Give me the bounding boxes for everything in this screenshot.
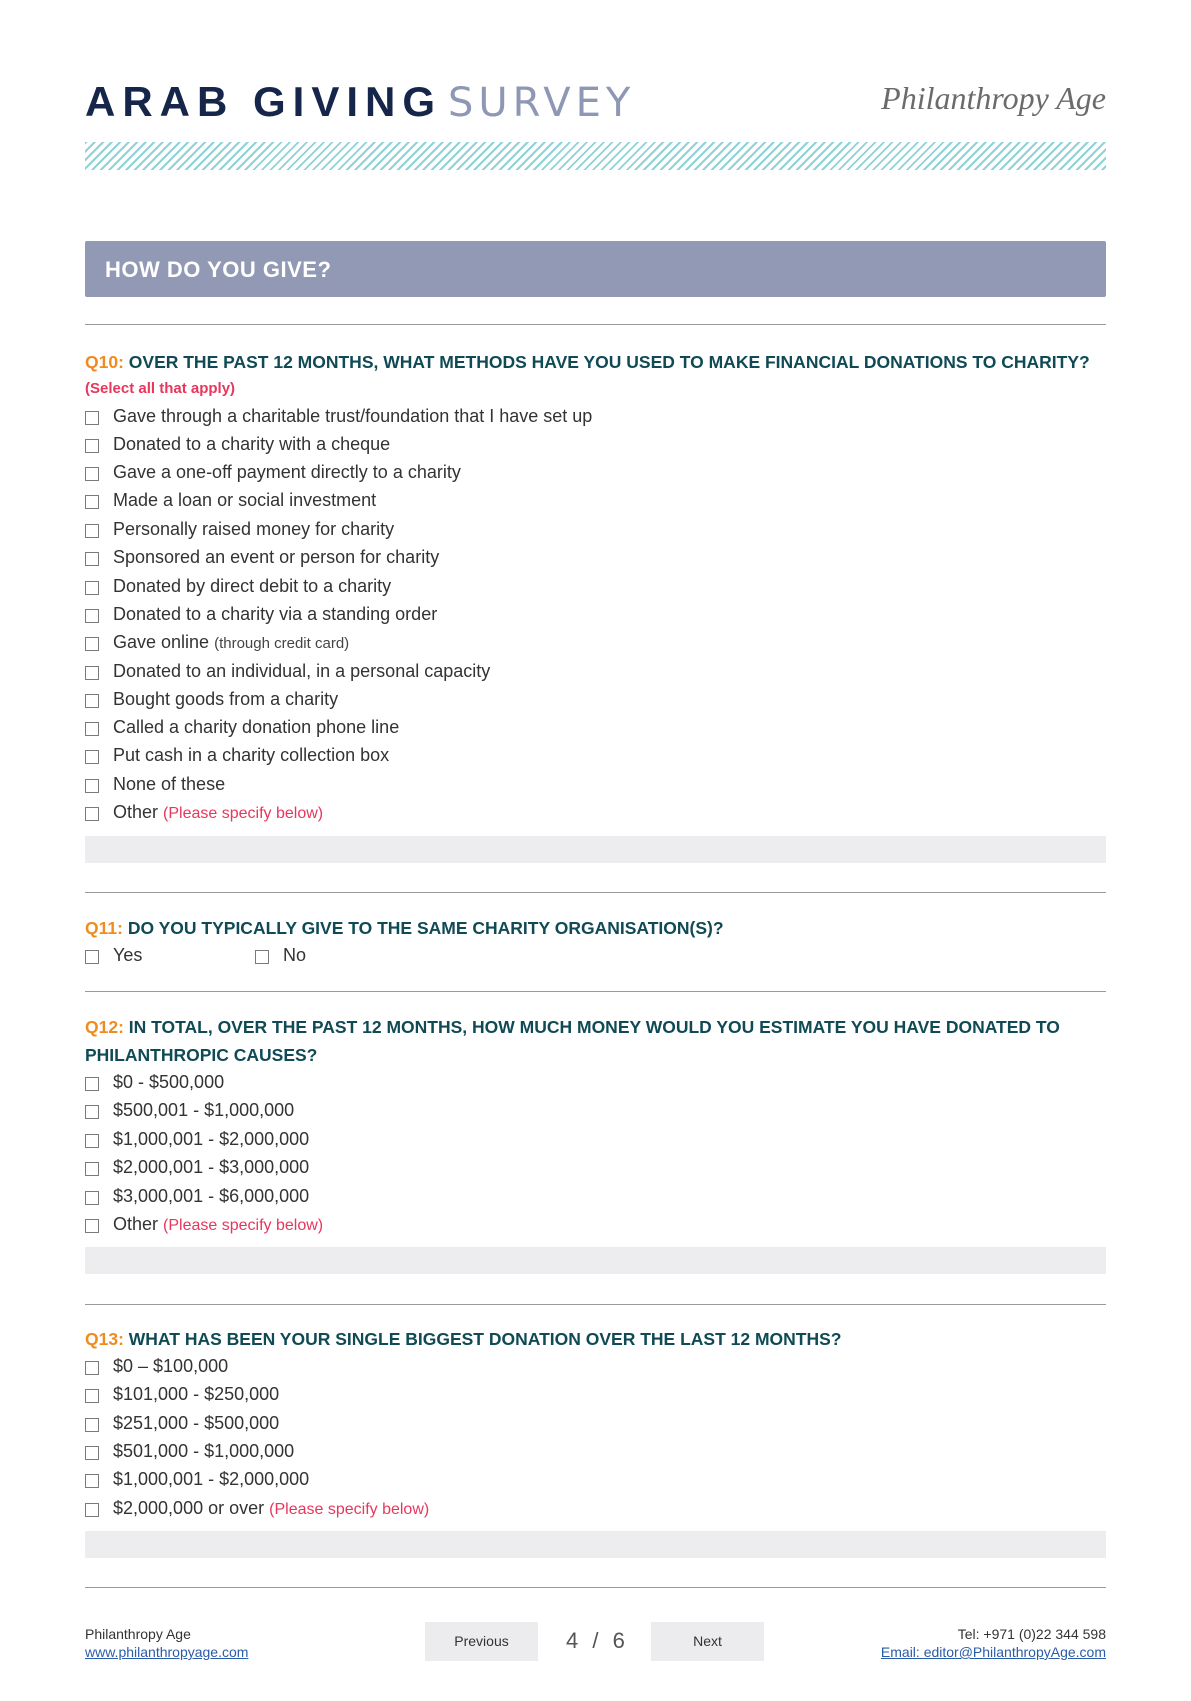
q10-note: (Select all that apply)	[85, 380, 236, 397]
option-label: $0 - $500,000	[113, 1072, 225, 1092]
divider	[85, 1587, 1106, 1588]
option-label: Put cash in a charity collection box	[113, 745, 390, 765]
option-label-main: Other	[113, 1214, 159, 1234]
option-label: $101,000 - $250,000	[113, 1384, 280, 1404]
option-label: $0 – $100,000	[113, 1356, 229, 1376]
specify-hint: (Please specify below)	[163, 805, 324, 822]
q12-title	[85, 1013, 1106, 1069]
option-label: Personally raised money for charity	[113, 519, 395, 539]
checkbox[interactable]	[85, 750, 99, 764]
checkbox[interactable]	[85, 1474, 99, 1488]
option-label: $3,000,001 - $6,000,000	[113, 1186, 310, 1206]
option-label: No	[283, 945, 307, 965]
footer-right	[881, 1625, 1106, 1661]
option-label: Donated to a charity with a cheque	[113, 434, 391, 454]
checkbox[interactable]	[85, 411, 99, 425]
checkbox[interactable]	[85, 1446, 99, 1460]
footer-tel: Tel: +971 (0)22 344 598	[957, 1626, 1106, 1642]
next-button[interactable]: Next	[651, 1622, 764, 1661]
checkbox[interactable]	[85, 439, 99, 453]
q13-other-input[interactable]	[85, 1531, 1106, 1558]
option-label-main: Gave online	[113, 632, 210, 652]
option-label: Donated to an individual, in a personal capacity	[113, 661, 491, 681]
option-label: Gave a one-off payment directly to a charity	[113, 462, 461, 482]
option-label: Gave through a charitable trust/foundation that I have set up	[113, 406, 593, 426]
checkbox[interactable]	[85, 807, 99, 821]
checkbox[interactable]	[85, 1219, 99, 1233]
specify-hint: (Please specify below)	[163, 1217, 324, 1234]
option-label: Sponsored an event or person for charity	[113, 547, 440, 567]
checkbox[interactable]	[85, 950, 99, 964]
checkbox[interactable]	[85, 637, 99, 651]
option-label-main: Other	[113, 802, 159, 822]
checkbox[interactable]	[85, 666, 99, 680]
divider	[85, 892, 1106, 893]
section-title: HOW DO YOU GIVE?	[105, 257, 332, 282]
checkbox[interactable]	[85, 1389, 99, 1403]
q12-text-line1: IN TOTAL, OVER THE PAST 12 MONTHS, HOW MUCH MONEY WOULD YOU ESTIMATE YOU HAVE DONATED TO	[128, 1017, 1060, 1037]
q11-text: DO YOU TYPICALLY GIVE TO THE SAME CHARITY ORGANISATION(S)?	[127, 918, 724, 938]
specify-hint: (Please specify below)	[269, 1501, 430, 1518]
q12-other-input[interactable]	[85, 1247, 1106, 1274]
option-label: Bought goods from a charity	[113, 689, 339, 709]
option-label: Donated by direct debit to a charity	[113, 576, 392, 596]
option-label: Donated to a charity via a standing order	[113, 604, 438, 624]
checkbox[interactable]	[85, 722, 99, 736]
q13-number: Q13:	[85, 1329, 124, 1349]
option-label: $1,000,001 - $2,000,000	[113, 1469, 310, 1489]
checkbox[interactable]	[85, 1191, 99, 1205]
q10-number: Q10:	[85, 352, 124, 372]
checkbox[interactable]	[85, 1418, 99, 1432]
divider	[85, 1304, 1106, 1305]
option-label-main: $2,000,000 or over	[113, 1498, 265, 1518]
checkbox[interactable]	[85, 552, 99, 566]
q12-number: Q12:	[85, 1017, 124, 1037]
option-qualifier: (through credit card)	[214, 635, 350, 652]
checkbox[interactable]	[85, 1361, 99, 1375]
option-label: $500,001 - $1,000,000	[113, 1100, 295, 1120]
checkbox[interactable]	[85, 1134, 99, 1148]
q13-title	[85, 1325, 1106, 1353]
divider	[85, 324, 1106, 325]
checkbox[interactable]	[85, 581, 99, 595]
checkbox[interactable]	[85, 609, 99, 623]
q10-text: OVER THE PAST 12 MONTHS, WHAT METHODS HAVE YOU USED TO MAKE FINANCIAL DONATIONS TO CHARITY?	[128, 352, 1090, 372]
checkbox[interactable]	[85, 467, 99, 481]
checkbox[interactable]	[255, 950, 269, 964]
q11-number: Q11:	[85, 918, 123, 938]
checkbox[interactable]	[85, 524, 99, 538]
footer-org: Philanthropy Age	[85, 1626, 191, 1642]
survey-title-light: SURVEY	[448, 80, 636, 126]
option-label: None of these	[113, 774, 226, 794]
option-label: $1,000,001 - $2,000,000	[113, 1129, 310, 1149]
checkbox[interactable]	[85, 1503, 99, 1517]
page-header	[85, 70, 1106, 130]
q10-title	[85, 348, 1106, 376]
option-label: $251,000 - $500,000	[113, 1413, 280, 1433]
divider	[85, 991, 1106, 992]
option-label: Called a charity donation phone line	[113, 717, 400, 737]
option-label: Yes	[113, 945, 143, 965]
checkbox[interactable]	[85, 1105, 99, 1119]
option-label	[113, 1498, 429, 1519]
checkbox[interactable]	[85, 779, 99, 793]
option-label	[113, 802, 323, 823]
checkbox[interactable]	[85, 694, 99, 708]
hatch-divider	[85, 142, 1106, 170]
footer-left	[85, 1625, 248, 1661]
survey-title-bold: ARAB GIVING	[85, 78, 443, 125]
page-total: 6	[612, 1628, 629, 1653]
page-indicator	[566, 1628, 629, 1654]
page-current: 4	[566, 1628, 583, 1653]
option-label: $2,000,001 - $3,000,000	[113, 1157, 310, 1177]
brand-logo: Philanthropy Age	[881, 80, 1106, 116]
q11-title	[85, 914, 1106, 942]
option-label	[113, 1214, 323, 1235]
checkbox[interactable]	[85, 1077, 99, 1091]
checkbox[interactable]	[85, 495, 99, 509]
q13-text: WHAT HAS BEEN YOUR SINGLE BIGGEST DONATION OVER THE LAST 12 MONTHS?	[128, 1329, 842, 1349]
q10-other-input[interactable]	[85, 836, 1106, 863]
survey-title	[85, 78, 635, 126]
footer-email-link[interactable]: Email: editor@PhilanthropyAge.com	[880, 1644, 1106, 1660]
q12-text-line2: PHILANTHROPIC CAUSES?	[85, 1045, 318, 1065]
footer-website-link[interactable]: www.philanthropyage.com	[85, 1644, 249, 1660]
option-label: $501,000 - $1,000,000	[113, 1441, 295, 1461]
option-label	[113, 632, 349, 653]
section-banner	[85, 241, 1106, 297]
checkbox[interactable]	[85, 1162, 99, 1176]
option-label: Made a loan or social investment	[113, 490, 377, 510]
page-separator: /	[592, 1628, 603, 1653]
previous-button[interactable]: Previous	[425, 1622, 538, 1661]
